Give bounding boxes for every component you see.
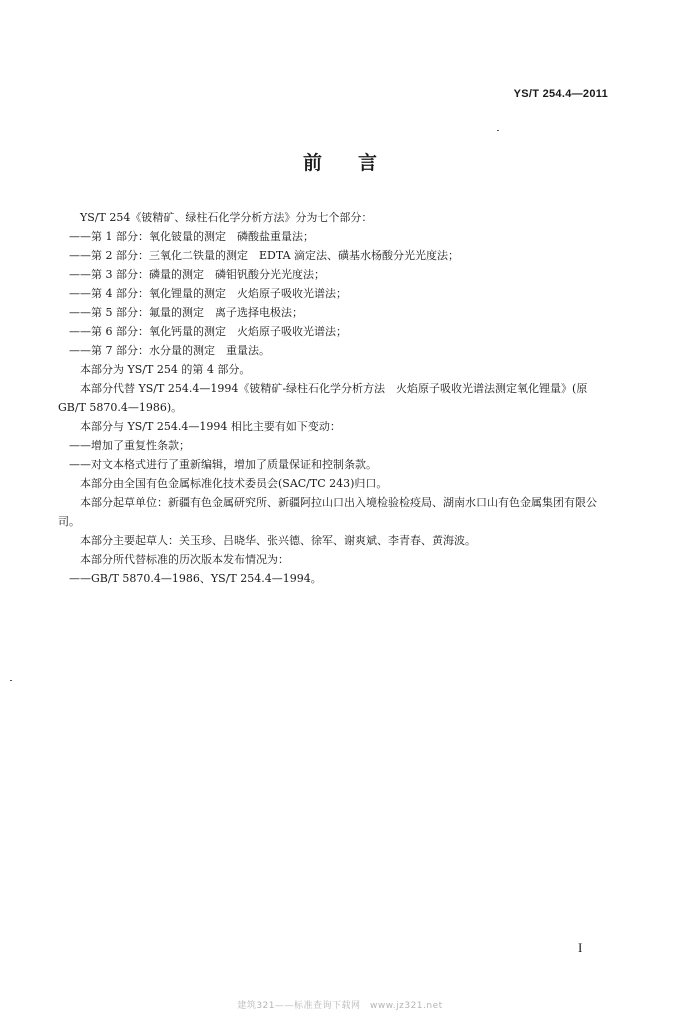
history-intro-paragraph: 本部分所代替标准的历次版本发布情况为： <box>80 553 289 566</box>
list-item: ——对文本格式进行了重新编辑，增加了质量保证和控制条款。 <box>69 458 377 471</box>
list-item: ——第 2 部分：三氧化二铁量的测定 EDTA 滴定法、磺基水杨酸分光光度法； <box>69 249 460 262</box>
list-item: ——第 6 部分：氧化钙量的测定 火焰原子吸收光谱法； <box>69 325 347 338</box>
drafters-paragraph: 本部分主要起草人：关玉珍、吕晓华、张兴德、徐军、谢爽斌、李青春、黄海波。 <box>80 534 476 547</box>
changes-intro-paragraph: 本部分与 YS/T 254.4—1994 相比主要有如下变动： <box>80 420 341 433</box>
this-part-paragraph: 本部分为 YS/T 254 的第 4 部分。 <box>80 363 251 376</box>
list-item: ——第 3 部分：磷量的测定 磷钼钒酸分光光度法； <box>69 268 325 281</box>
proposer-paragraph: 本部分由全国有色金属标准化技术委员会(SAC/TC 243)归口。 <box>80 477 388 490</box>
scan-speck <box>10 680 12 681</box>
scan-speck <box>497 130 499 131</box>
list-item: ——第 7 部分：水分量的测定 重量法。 <box>69 344 270 357</box>
intro-paragraph: YS/T 254《铍精矿、绿柱石化学分析方法》分为七个部分： <box>80 211 373 224</box>
standard-code: YS/T 254.4—2011 <box>513 88 608 100</box>
parts-list <box>58 227 614 360</box>
replaces-paragraph: 本部分代替 YS/T 254.4—1994《铍精矿-绿柱石化学分析方法 火焰原子吸收光谱法测定氧化锂量》(原 GB/T 5870.4—1986)。 <box>58 382 588 414</box>
page-number: I <box>578 940 583 955</box>
changes-list <box>58 436 614 474</box>
list-item: ——增加了重复性条款； <box>69 439 190 452</box>
list-item: ——第 5 部分：氟量的测定 离子选择电极法； <box>69 306 303 319</box>
page-title: 前言 <box>302 152 413 174</box>
footer-watermark: 建筑321——标准查询下载网 www.jz321.net <box>237 1001 443 1011</box>
drafting-units-paragraph: 本部分起草单位：新疆有色金属研究所、新疆阿拉山口出入境检验检疫局、湖南水口山有色金属集团有限公司。 <box>58 496 597 528</box>
history-item: ——GB/T 5870.4—1986、YS/T 254.4—1994。 <box>69 572 322 585</box>
foreword-body <box>58 208 614 588</box>
list-item: ——第 4 部分：氧化锂量的测定 火焰原子吸收光谱法； <box>69 287 347 300</box>
list-item: ——第 1 部分：氧化铍量的测定 磷酸盐重量法； <box>69 230 314 243</box>
